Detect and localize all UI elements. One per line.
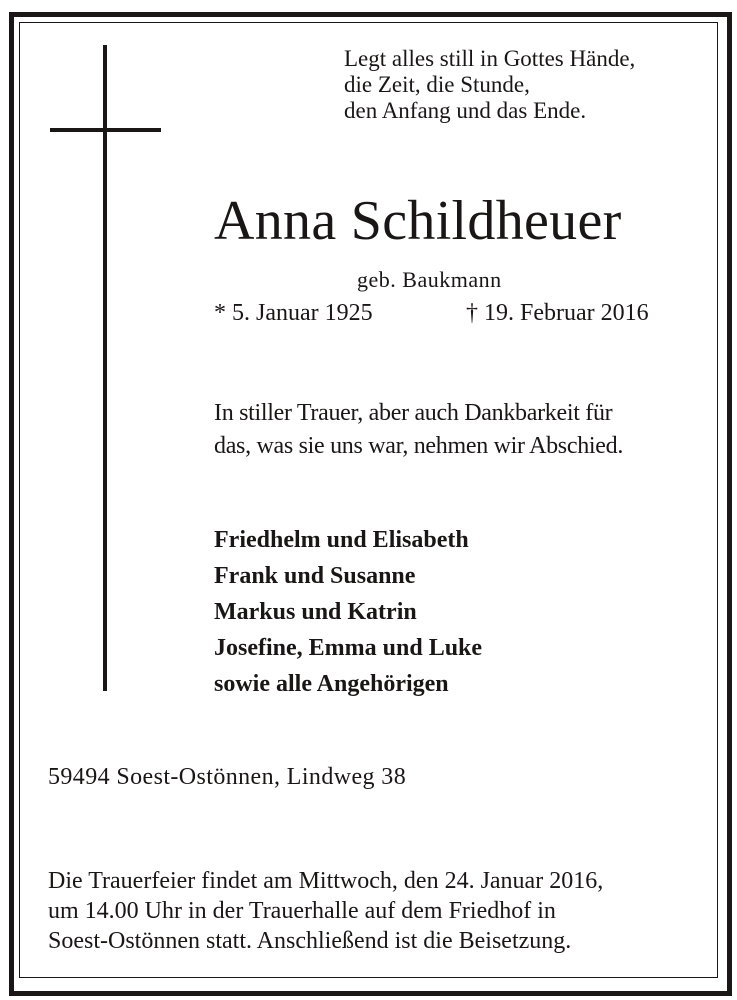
cross-vertical-bar [103, 45, 107, 691]
mourners-list [214, 522, 482, 702]
poem-line: den Anfang und das Ende. [344, 98, 587, 123]
farewell-text [214, 397, 694, 463]
mourner-item: Friedhelm und Elisabeth [214, 527, 469, 553]
service-notice [48, 866, 698, 956]
mourner-item: Frank und Susanne [214, 563, 416, 589]
death-date: † 19. Februar 2016 [466, 300, 649, 326]
deceased-name: Anna Schildheuer [214, 190, 622, 252]
poem-line: Legt alles still in Gottes Hände, [344, 46, 636, 71]
farewell-line: In stiller Trauer, aber auch Dankbarkeit für [214, 400, 613, 426]
cross-horizontal-bar [50, 128, 161, 132]
poem-verse [344, 46, 704, 124]
service-line: Soest-Ostönnen statt. Anschließend ist die Beisetzung. [48, 928, 572, 954]
service-line: um 14.00 Uhr in der Trauerhalle auf dem Friedhof in [48, 898, 556, 924]
mourner-item: sowie alle Angehörigen [214, 671, 449, 697]
farewell-line: das, was sie uns war, nehmen wir Abschied. [214, 433, 624, 459]
family-address: 59494 Soest-Ostönnen, Lindweg 38 [48, 764, 407, 790]
poem-line: die Zeit, die Stunde, [344, 72, 530, 97]
birth-date: * 5. Januar 1925 [214, 300, 373, 326]
maiden-name: geb. Baukmann [357, 267, 502, 292]
inner-border [19, 22, 718, 978]
service-line: Die Trauerfeier findet am Mittwoch, den 24. Januar 2016, [48, 868, 604, 894]
mourner-item: Markus und Katrin [214, 599, 417, 625]
mourner-item: Josefine, Emma und Luke [214, 635, 483, 661]
